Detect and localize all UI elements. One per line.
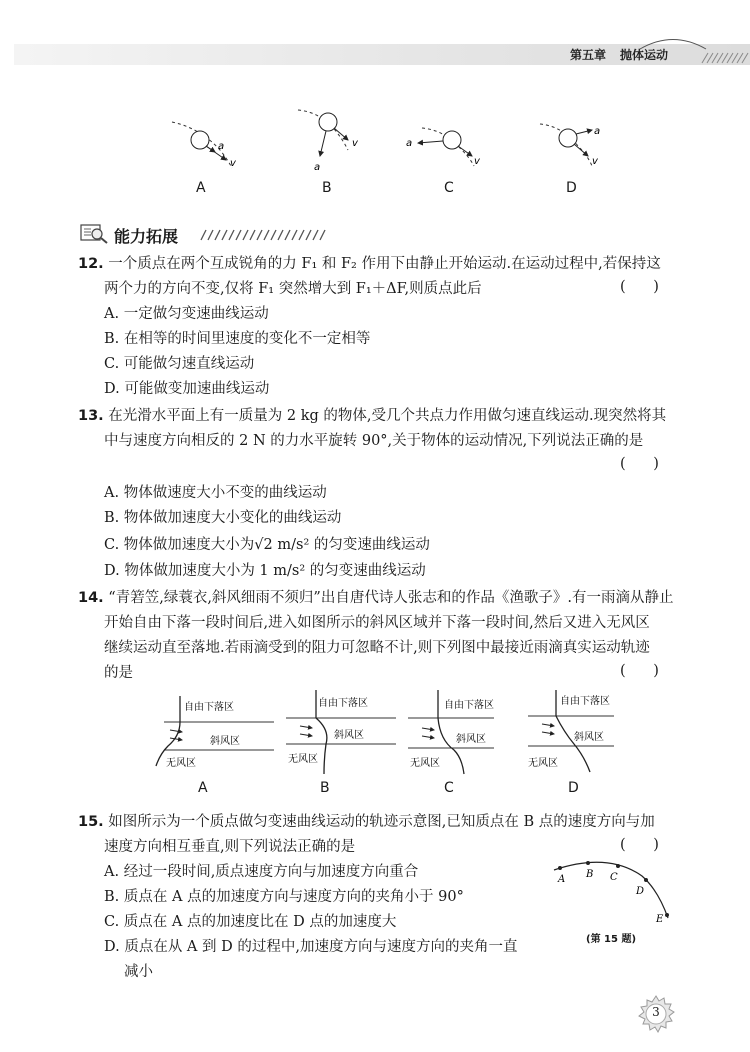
fig-b-a-label: a [314,162,321,173]
header-chapter: 第五章 [570,48,607,62]
fig-b-v-label: v [352,138,358,149]
q14-answer-blank[interactable]: ( ) [620,663,659,679]
fig-a-a-label: a [218,141,225,152]
q13-option-d[interactable]: D. 物体做加速度大小为 1 m/s² 的匀变速曲线运动 [104,563,426,579]
figure-d [540,124,600,167]
figure-c [406,128,481,167]
q15-point-b: B [586,869,594,880]
q14-label-d: D [568,780,579,796]
q14-b-no-wind: 无风区 [288,754,318,765]
q13-option-c[interactable]: C. 物体做加速度大小为√2 m/s² 的匀变速曲线运动 [104,537,430,553]
q13-line1 [78,404,666,429]
q12-line1 [78,252,661,277]
q13-option-b[interactable]: B. 物体做加速度大小变化的曲线运动 [104,510,342,526]
top-figure-label-c: C [444,180,454,196]
q14-d-free-fall: 自由下落区 [560,696,610,707]
q14-label-a: A [198,780,208,796]
q12-answer-blank[interactable]: ( ) [620,279,659,295]
q15-point-a: A [558,874,566,885]
section-title-hatch [200,228,330,242]
q14-number: 14. [78,590,104,606]
q12-option-c[interactable]: C. 可能做匀速直线运动 [104,356,255,372]
q15-point-e: E [656,914,664,925]
q15-option-b[interactable]: B. 质点在 A 点的加速度方向与速度方向的夹角小于 90° [104,889,464,905]
q14-c-wind: 斜风区 [456,734,486,745]
q14-line1 [78,586,673,611]
figure-a [172,122,237,169]
top-figures [160,100,620,180]
q14-b-free-fall: 自由下落区 [318,698,368,709]
q12-option-a[interactable]: A. 一定做匀变速曲线运动 [104,306,269,322]
page-number: 3 [652,1005,660,1019]
fig-a-v-label: v [230,158,236,169]
q15-option-d-continued: 减小 [124,964,153,980]
q12-stem-1: 一个质点在两个互成锐角的力 F₁ 和 F₂ 作用下由静止开始运动.在运动过程中,若保持这 [108,256,661,272]
q12-stem-2: 两个力的方向不变,仅将 F₁ 突然增大到 F₁＋ΔF,则质点此后 [104,281,482,297]
q14-c-no-wind: 无风区 [410,758,440,769]
q14-figures [150,688,620,780]
header-title: 抛体运动 [620,48,669,62]
q13-number: 13. [78,408,104,424]
section-title: 能力拓展 [114,227,179,246]
q15-stem-2: 速度方向相互垂直,则下列说法正确的是 [104,839,356,855]
q14-panel-b [286,690,396,774]
top-figure-label-d: D [566,180,577,196]
q13-stem-2: 中与速度方向相反的 2 N 的力水平旋转 90°,关于物体的运动情况,下列说法正确的是 [104,433,644,449]
q15-number: 15. [78,814,104,830]
q14-panel-c [408,690,494,774]
q13-answer-blank[interactable]: ( ) [620,456,659,472]
q12-number: 12. [78,256,104,272]
q14-a-free-fall: 自由下落区 [184,702,234,713]
q14-stem-3: 继续运动直至落地.若雨滴受到的阻力可忽略不计,则下列图中最接近雨滴真实运动轨迹 [104,640,650,656]
top-figure-label-b: B [322,180,332,196]
q15-option-d[interactable]: D. 质点在从 A 到 D 的过程中,加速度方向与速度方向的夹角一直 [104,939,518,955]
q14-stem-4: 的是 [104,665,133,681]
fig-c-a-label: a [406,138,413,149]
header-hatch-decoration [700,52,750,64]
q15-point-c: C [610,872,618,883]
fig-d-v-label: v [592,156,598,167]
q14-stem-1: “青箬笠,绿蓑衣,斜风细雨不须归”出自唐代诗人张志和的作品《渔歌子》.有一雨滴从静止 [108,590,674,606]
header-chapter-title [570,46,668,63]
q12-option-b[interactable]: B. 在相等的时间里速度的变化不一定相等 [104,331,371,347]
q15-stem-1: 如图所示为一个质点做匀变速曲线运动的轨迹示意图,已知质点在 B 点的速度方向与加 [108,814,655,830]
q14-label-c: C [444,780,454,796]
q14-a-no-wind: 无风区 [166,758,196,769]
q13-stem-1: 在光滑水平面上有一质量为 2 kg 的物体,受几个共点力作用做匀速直线运动.现突然将其 [108,408,667,424]
q14-stem-2: 开始自由下落一段时间后,进入如图所示的斜风区域并下落一段时间,然后又进入无风区 [104,615,650,631]
q13-option-a[interactable]: A. 物体做速度大小不变的曲线运动 [104,485,327,501]
q14-c-free-fall: 自由下落区 [444,700,494,711]
fig-d-a-label: a [594,126,601,137]
q12-option-d[interactable]: D. 可能做变加速曲线运动 [104,381,270,397]
figure-b [298,110,359,173]
q14-panel-a [156,696,274,769]
q14-d-no-wind: 无风区 [528,758,558,769]
top-figure-label-a: A [196,180,206,196]
q15-point-d: D [636,886,645,897]
q15-option-c[interactable]: C. 质点在 A 点的加速度比在 D 点的加速度大 [104,914,397,930]
q14-panel-d [528,690,614,772]
q15-line1 [78,810,655,835]
q14-a-wind: 斜风区 [210,736,240,747]
q14-label-b: B [320,780,330,796]
q15-trajectory-figure [548,856,678,928]
q15-figure-caption: (第 15 题) [586,934,637,945]
q15-answer-blank[interactable]: ( ) [620,837,659,853]
fig-c-v-label: v [474,156,480,167]
q14-b-wind: 斜风区 [334,730,364,741]
section-magnifier-icon [80,222,110,244]
q14-d-wind: 斜风区 [574,732,604,743]
q15-option-a[interactable]: A. 经过一段时间,质点速度方向与加速度方向重合 [104,864,419,880]
